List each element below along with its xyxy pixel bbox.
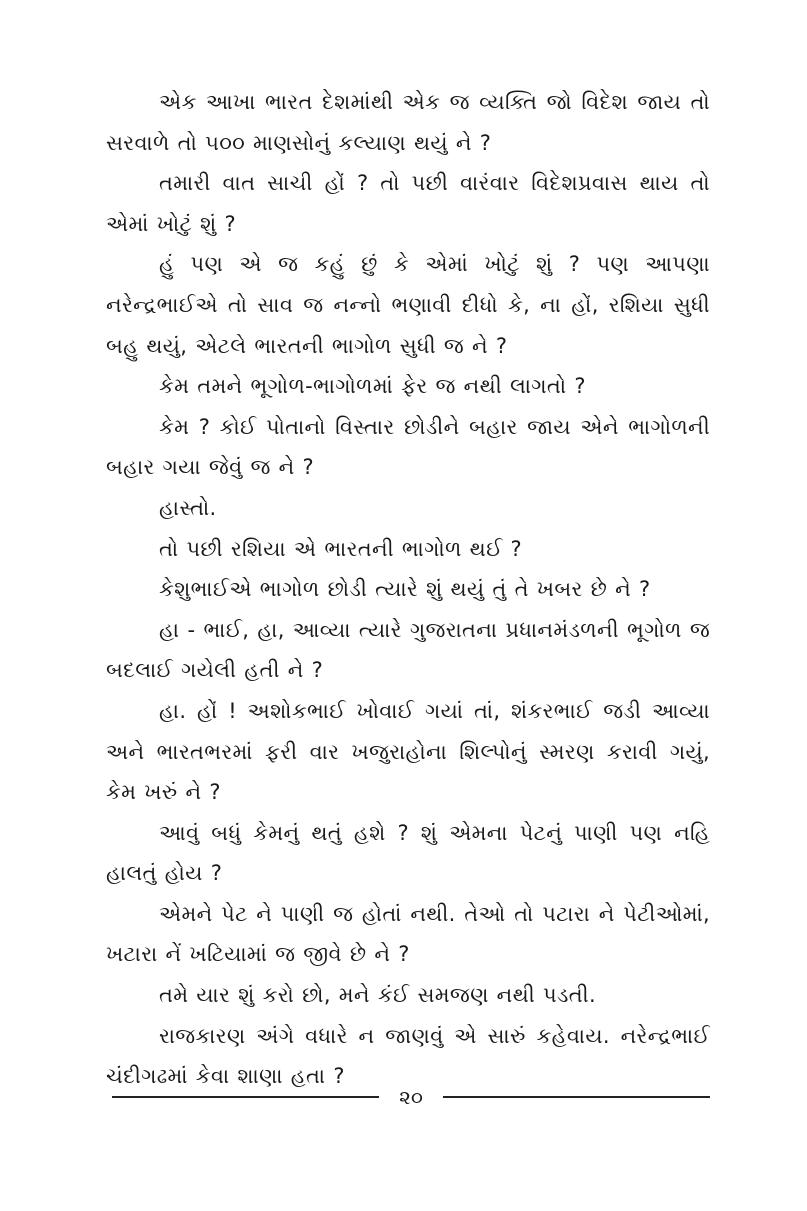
footer-rule-right (443, 1096, 710, 1098)
paragraph-12: એમને પેટ ને પાણી જ હોતાં નથી. તેઓ તો પટારા ને પેટીઓમાં, ખટારા નેં ખટિયામાં જ જીવે છે ને ? (106, 901, 710, 967)
paragraph-13: તમે યાર શું કરો છો, મને કંઈ સમજણ નથી પડતી. (159, 983, 596, 1008)
paragraph-7: તો પછી રશિયા એ ભારતની ભાગોળ થઈ ? (159, 536, 523, 561)
paragraph-10: હા. હોં ! અશોકભાઈ ખોવાઈ ગયાં તાં, શંકરભાઈ જડી આવ્યા અને ભારતભરમાં ફરી વાર ખજુરાહોના શિલ્પોનું સ્મરણ કરાવી ગયું, કેમ ખરું ને ? (106, 698, 710, 805)
page-footer (112, 1085, 710, 1109)
page-body (106, 82, 710, 1097)
paragraph-11: આવું બધું કેમનું થતું હશે ? શું એમના પેટનું પાણી પણ નહિ હાલતું હોય ? (106, 820, 710, 886)
paragraph-4: કેમ તમને ભૂગોળ-ભાગોળમાં ફેર જ નથી લાગતો ? (159, 374, 586, 399)
paragraph-9: હા - ભાઈ, હા, આવ્યા ત્યારે ગુજરાતના પ્રધાનમંડળની ભૂગોળ જ બદલાઈ ગયેલી હતી ને ? (106, 617, 710, 683)
footer-rule-left (112, 1096, 379, 1098)
paragraph-6: હાસ્તો. (159, 495, 217, 520)
page-number: ૨૦ (399, 1085, 423, 1109)
paragraph-14: રાજકારણ અંગે વધારે ન જાણવું એ સારું કહેવાય. નરેન્દ્રભાઈ ચંદીગઢમાં કેવા શાણા હતા ? (106, 1023, 710, 1089)
paragraph-2: તમારી વાત સાચી હોં ? તો પછી વારંવાર વિદેશપ્રવાસ થાય તો એમાં ખોટું શું ? (106, 171, 710, 236)
paragraph-3: હું પણ એ જ કહું છું કે એમાં ખોટું શું ? પણ આપણા નરેન્દ્રભાઈએ તો સાવ જ નન્નો ભણાવી દીધો કે, ના હોં, રશિયા સુધી બહુ થયું, એટલે ભારતની ભાગોળ સુધી જ ને ? (106, 252, 710, 358)
paragraph-1: એક આખા ભારત દેશમાંથી એક જ વ્યક્તિ જો વિદેશ જાય તો સરવાળે તો ૫૦૦ માણસોનું કલ્યાણ થયું ને ? (106, 90, 710, 155)
paragraph-8: કેશુભાઈએ ભાગોળ છોડી ત્યારે શું થયું તું તે ખબર છે ને ? (159, 577, 651, 602)
paragraph-5: કેમ ? કોઈ પોતાનો વિસ્તાર છોડીને બહાર જાય એને ભાગોળની બહાર ગયા જેવું જ ને ? (106, 414, 710, 480)
